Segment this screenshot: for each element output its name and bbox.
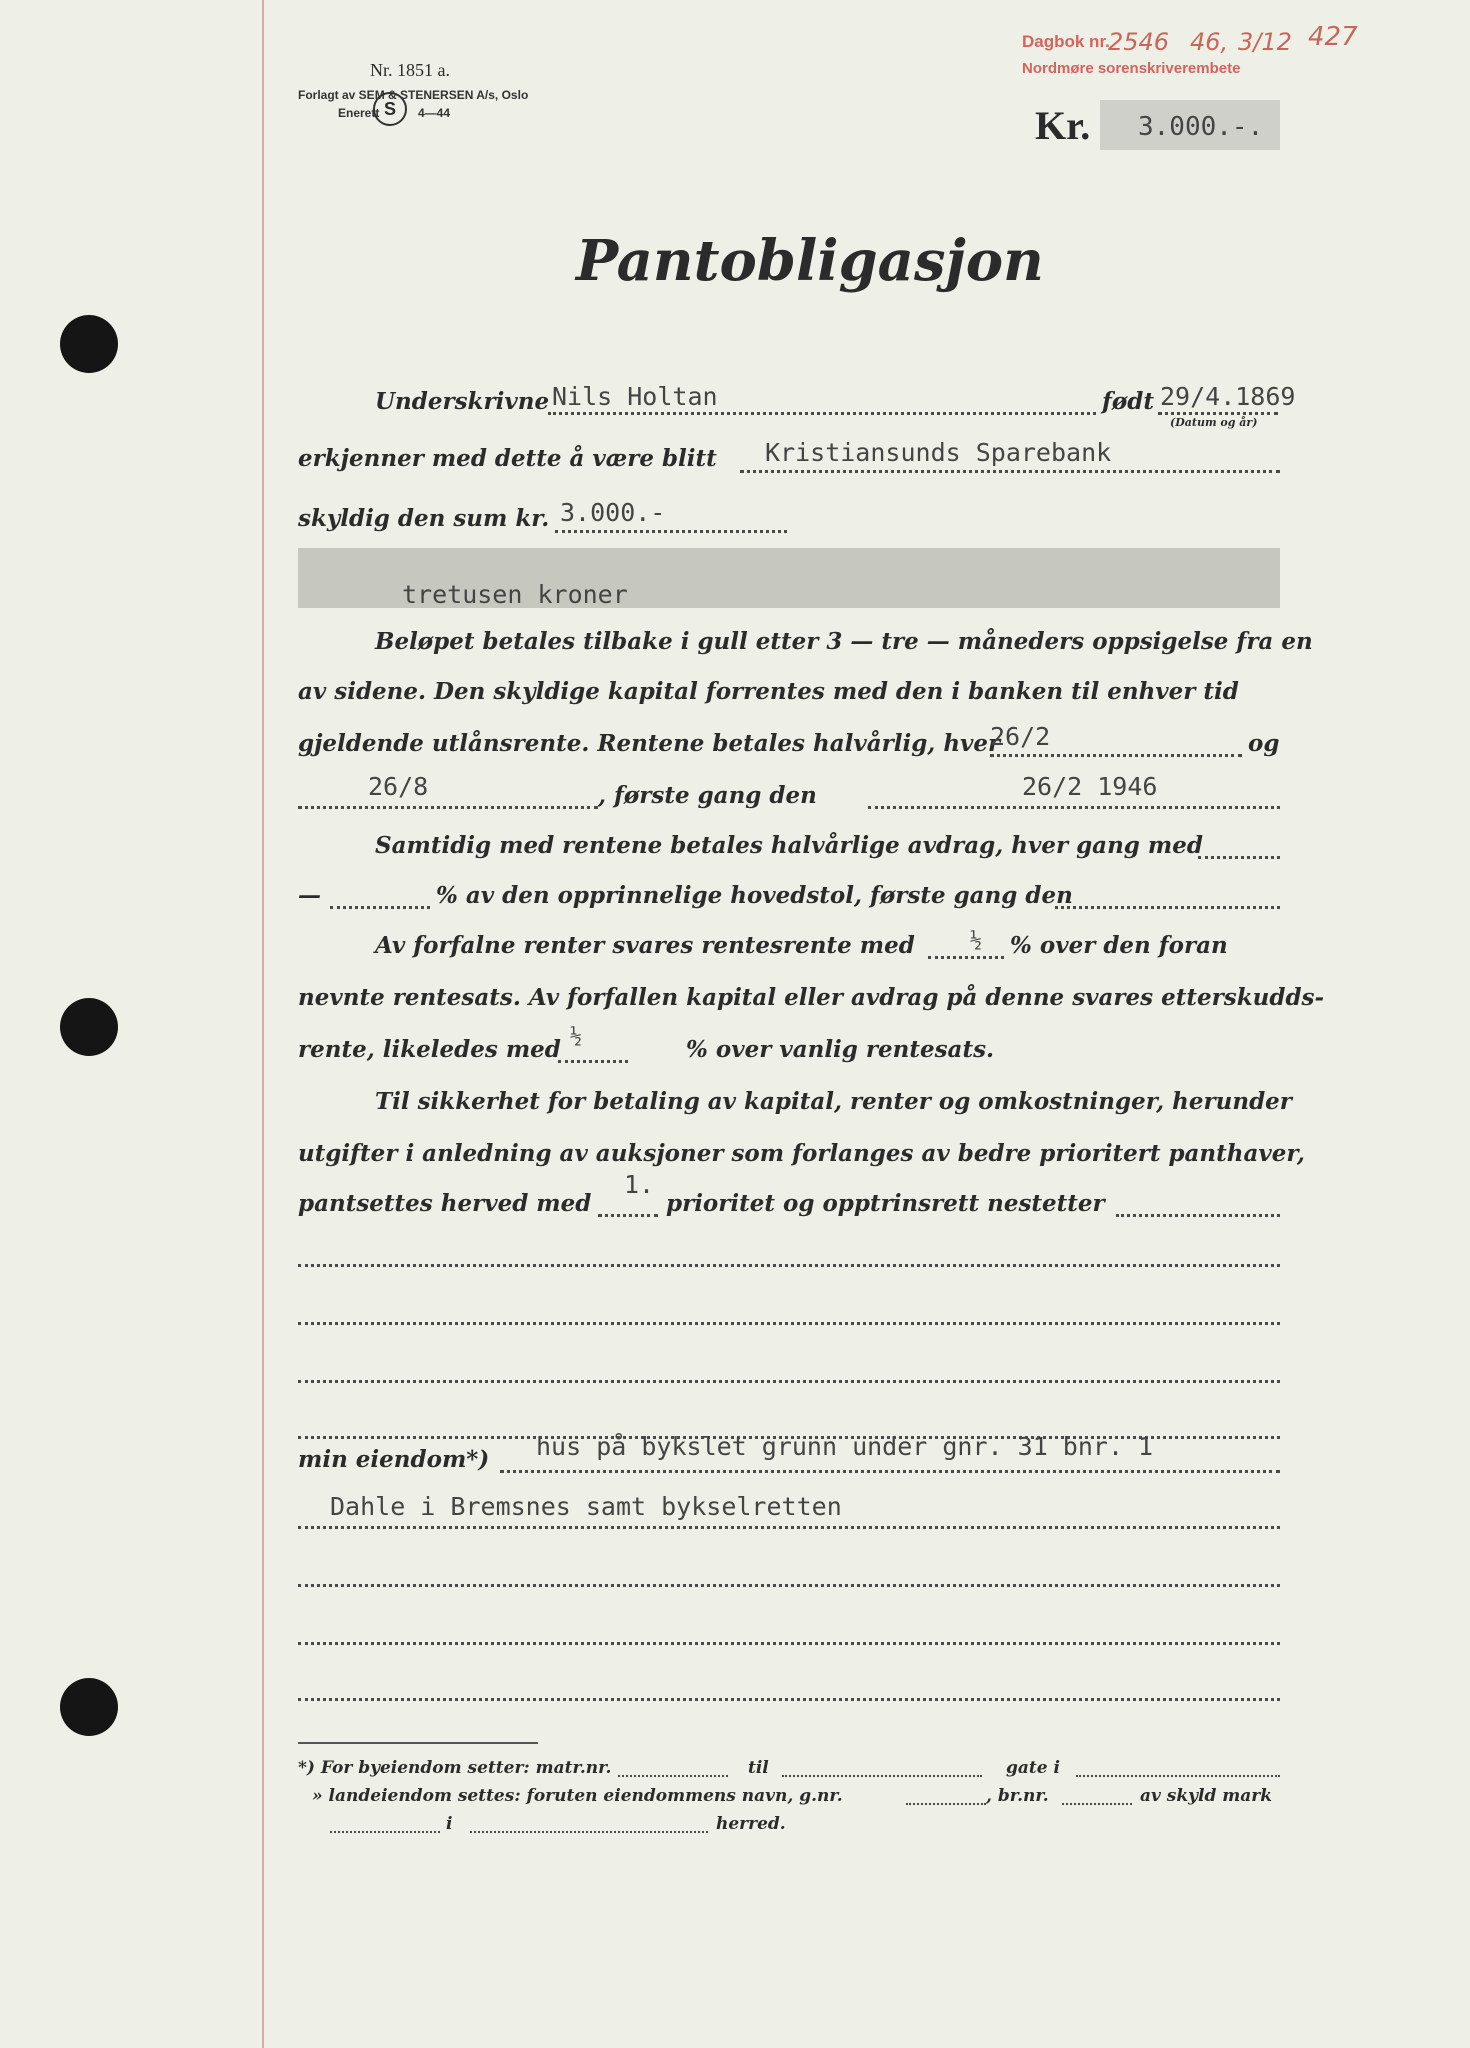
fodt-dots bbox=[1158, 412, 1278, 415]
punch-hole-middle bbox=[60, 998, 118, 1056]
blank-line-6 bbox=[298, 1642, 1280, 1645]
p2-line2-dash: — bbox=[298, 882, 321, 909]
creditor-dots bbox=[740, 470, 1280, 473]
p3-line3: rente, likeledes med bbox=[298, 1036, 561, 1063]
p1-line2: av sidene. Den skyldige kapital forrentes med den i banken til enhver tid bbox=[298, 678, 1239, 705]
footnote-dots-7 bbox=[470, 1831, 708, 1833]
footnote-line3-b: herred. bbox=[716, 1814, 786, 1834]
document-title: Pantobligasjon bbox=[576, 228, 1044, 294]
p1-line3-end: og bbox=[1248, 730, 1280, 757]
interest-date2: 26/8 bbox=[368, 772, 429, 801]
p4-line3-dots2 bbox=[1116, 1214, 1280, 1217]
underskrivne-value: Nils Holtan bbox=[552, 382, 718, 411]
blank-line-5 bbox=[298, 1584, 1280, 1587]
amount-label: Kr. bbox=[1035, 103, 1091, 148]
footnote-dots-6 bbox=[330, 1831, 440, 1833]
p1-line3: gjeldende utlånsrente. Rentene betales halvårlig, hver bbox=[298, 730, 1001, 757]
p2-line1: Samtidig med rentene betales halvårlige avdrag, hver gang med bbox=[375, 832, 1203, 859]
priority-value: 1. bbox=[624, 1170, 655, 1199]
p4-line3-dots bbox=[598, 1214, 658, 1217]
footnote-dots-2 bbox=[782, 1775, 982, 1777]
blank-line-2 bbox=[298, 1322, 1280, 1325]
footnote-dots-5 bbox=[1062, 1803, 1132, 1805]
p2-line1-dots bbox=[1198, 856, 1280, 859]
datum-hint: (Datum og år) bbox=[1170, 416, 1258, 429]
folio-number: 427 bbox=[1308, 22, 1358, 52]
p1-line4-text: , første gang den bbox=[598, 782, 817, 809]
eiendom-line1: hus på bykslet grunn under gnr. 31 bnr. 1 bbox=[536, 1432, 1154, 1461]
creditor-value: Kristiansunds Sparebank bbox=[765, 438, 1112, 467]
footnote-line1-a: *) For byeiendom setter: matr.nr. bbox=[298, 1758, 612, 1778]
p2-line2: % av den opprinnelige hovedstol, første gang den bbox=[436, 882, 1073, 909]
p1-line1: Beløpet betales tilbake i gull etter 3 — tre — måneders oppsigelse fra en bbox=[375, 628, 1313, 655]
publisher-logo-icon: S bbox=[373, 92, 407, 126]
form-number: Nr. 1851 a. bbox=[370, 60, 450, 80]
amount-value: 3.000.-. bbox=[1138, 112, 1264, 142]
eiendom-line2-dots bbox=[298, 1526, 1280, 1529]
arrears-rate: ½ bbox=[570, 1024, 583, 1048]
footnote-line3-a: i bbox=[446, 1814, 453, 1834]
p4-line2: utgifter i anledning av auksjoner som forlanges av bedre prioritert panthaver, bbox=[298, 1140, 1305, 1167]
p1-line4-dots2 bbox=[868, 806, 1280, 809]
p3-line3-dots bbox=[558, 1060, 628, 1063]
fodt-value: 29/4.1869 bbox=[1160, 382, 1296, 411]
footnote-line2-a: » landeiendom settes: foruten eiendommens navn, g.nr. bbox=[312, 1786, 843, 1806]
registry-stamp-line2: Nordmøre sorenskriverembete bbox=[1022, 60, 1241, 77]
erkjenner-label: erkjenner med dette å være blitt bbox=[298, 445, 717, 472]
p4-line3: pantsettes herved med bbox=[298, 1190, 592, 1217]
footnote-dots-3 bbox=[1076, 1775, 1280, 1777]
footnote-line2-c: av skyld mark bbox=[1140, 1786, 1273, 1806]
footnote-dots-4 bbox=[906, 1803, 986, 1805]
skyldig-dots bbox=[555, 530, 787, 533]
eiendom-line2: Dahle i Bremsnes samt bykselretten bbox=[330, 1492, 842, 1521]
p4-line1: Til sikkerhet for betaling av kapital, renter og omkostninger, herunder bbox=[375, 1088, 1292, 1115]
footnote-line1-b: til bbox=[748, 1758, 769, 1778]
footnote-rule bbox=[298, 1742, 538, 1744]
p3-line3-end: % over vanlig rentesats. bbox=[686, 1036, 995, 1063]
p1-line4-dots bbox=[298, 806, 598, 809]
punch-hole-bottom bbox=[60, 1678, 118, 1736]
p4-line3-end: prioritet og opptrinsrett nestetter bbox=[666, 1190, 1105, 1217]
amount-words: tretusen kroner bbox=[402, 580, 628, 609]
p3-line2: nevnte rentesats. Av forfallen kapital eller avdrag på denne svares etterskudds- bbox=[298, 984, 1325, 1011]
underskrivne-dots bbox=[548, 412, 1096, 415]
skyldig-value: 3.000.- bbox=[560, 498, 666, 527]
eiendom-label: min eiendom*) bbox=[298, 1446, 490, 1473]
p2-line2-dots bbox=[330, 906, 430, 909]
first-interest-date: 26/2 1946 bbox=[1022, 772, 1158, 801]
fodt-label: født bbox=[1102, 388, 1154, 415]
footnote-dots-1 bbox=[618, 1775, 728, 1777]
interest-date1: 26/2 bbox=[990, 722, 1051, 751]
registry-date: 3/12 bbox=[1238, 28, 1292, 56]
footnote-line1-c: gate i bbox=[1006, 1758, 1060, 1778]
publisher-line: Forlagt av SEM & STENERSEN A/s, Oslo bbox=[298, 88, 529, 102]
margin-line bbox=[262, 0, 264, 2048]
footnote-line2-b: , br.nr. bbox=[986, 1786, 1049, 1806]
eiendom-line1-dots bbox=[500, 1470, 1280, 1473]
punch-hole-top bbox=[60, 315, 118, 373]
stamp-label: Dagbok nr. bbox=[1022, 32, 1110, 51]
compound-rate: ½ bbox=[970, 928, 983, 952]
p3-line1-dots bbox=[928, 956, 1004, 959]
p3-line1-end: % over den foran bbox=[1010, 932, 1228, 959]
p1-line3-dots bbox=[990, 754, 1242, 757]
blank-line-3 bbox=[298, 1380, 1280, 1383]
blank-line-7 bbox=[298, 1698, 1280, 1701]
form-date: 4—44 bbox=[418, 106, 451, 120]
enerett-label: Enerett bbox=[338, 106, 380, 120]
registry-number: 2546 bbox=[1108, 28, 1170, 56]
p2-line2-dots2 bbox=[1055, 906, 1280, 909]
skyldig-label: skyldig den sum kr. bbox=[298, 505, 550, 532]
registry-year: 46, bbox=[1190, 28, 1229, 56]
p3-line1: Av forfalne renter svares rentesrente med bbox=[375, 932, 915, 959]
blank-line-1 bbox=[298, 1264, 1280, 1267]
registry-stamp-line1 bbox=[1022, 32, 1110, 52]
underskrivne-label: Underskrivne bbox=[375, 388, 550, 415]
